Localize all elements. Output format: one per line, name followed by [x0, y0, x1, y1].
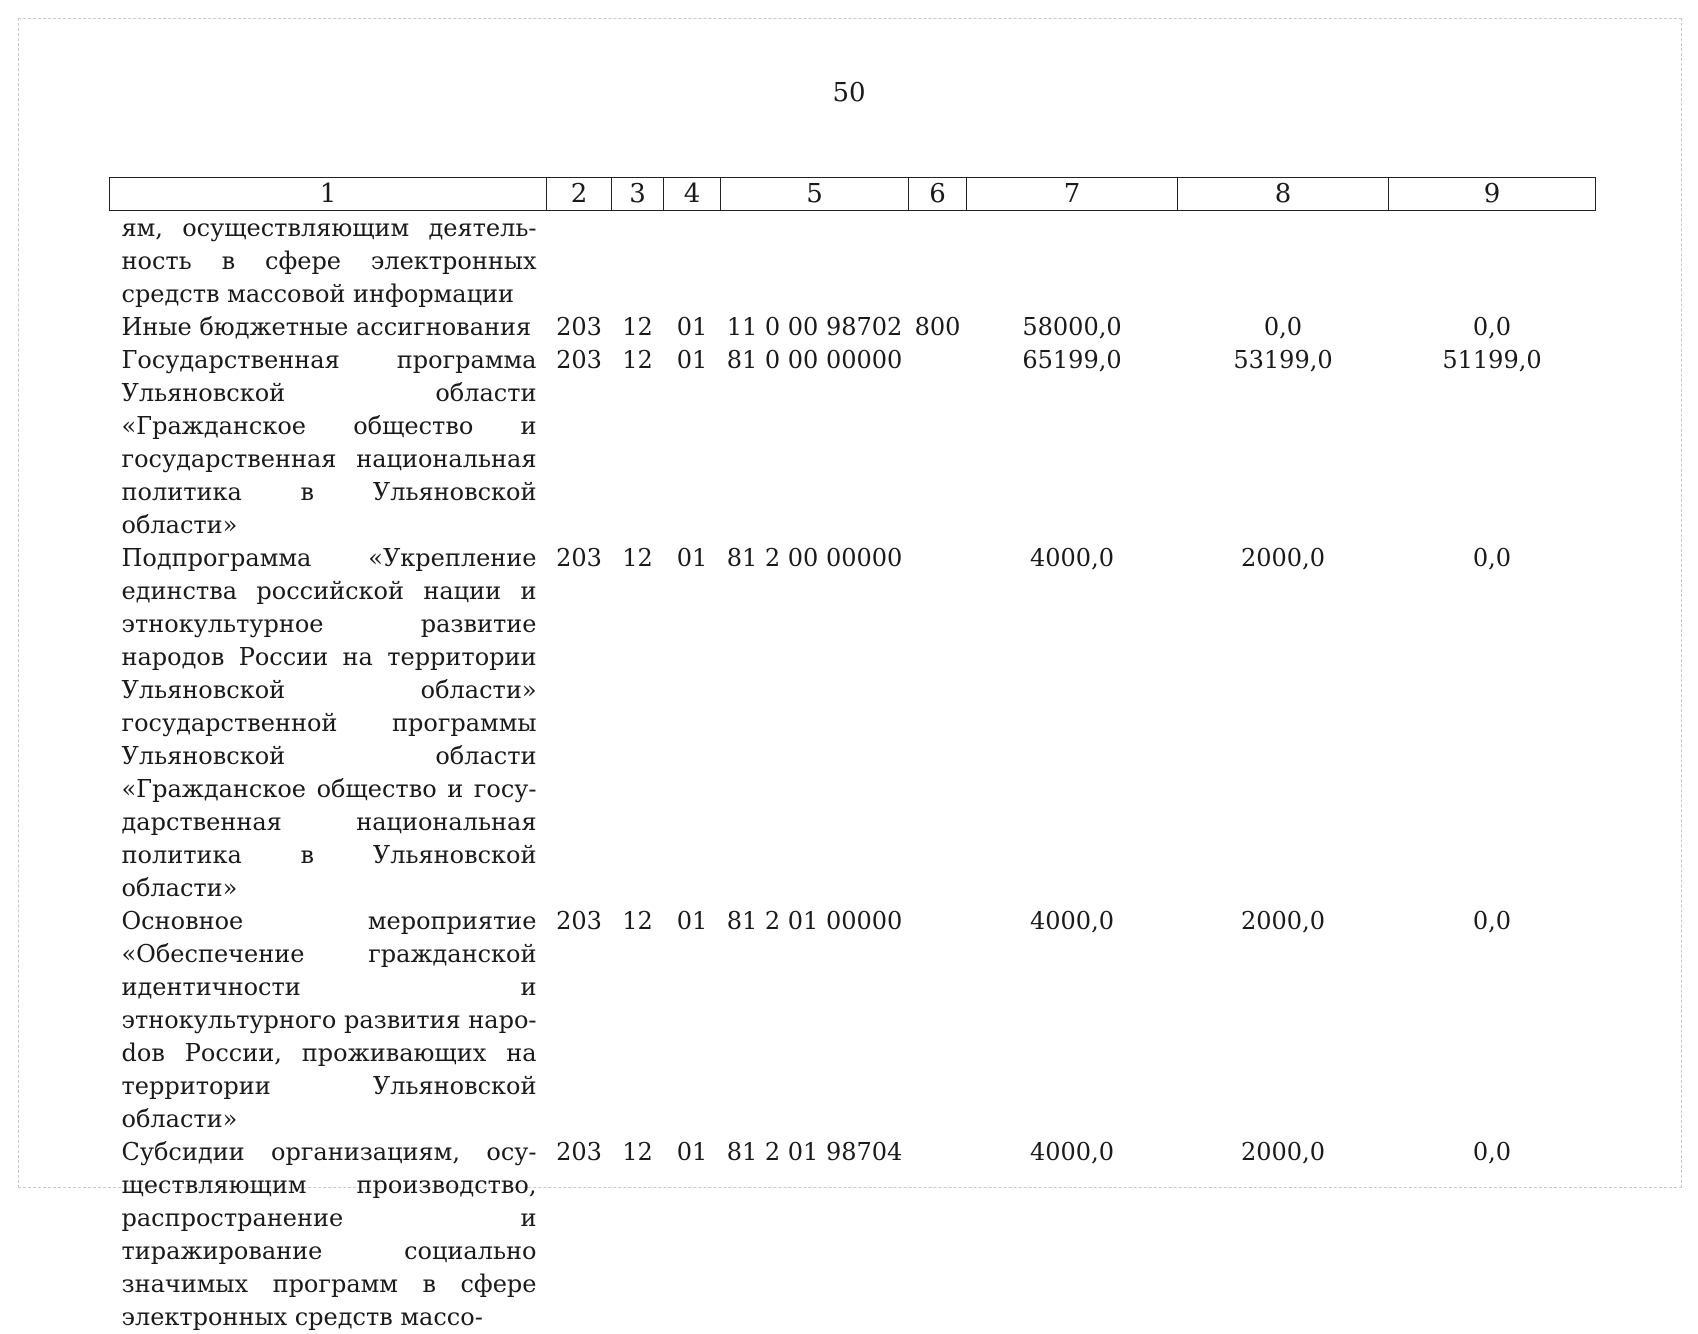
- col-header-8: 8: [1178, 178, 1389, 211]
- cell-col6: [909, 1136, 967, 1334]
- cell-col2: 203: [556, 1138, 602, 1166]
- col-header-3: 3: [612, 178, 664, 211]
- row-description: Иные бюджетные ассигнования: [121, 313, 532, 341]
- cell-col8: 0,0: [1263, 313, 1303, 341]
- cell-col9: 51199,0: [1442, 346, 1542, 374]
- cell-col8: 2000,0: [1241, 544, 1325, 572]
- cell-col9: 0,0: [1472, 1138, 1512, 1166]
- col-header-2: 2: [547, 178, 612, 211]
- cell-col8: [1178, 211, 1389, 312]
- cell-col2: [547, 211, 612, 312]
- cell-col4: 01: [676, 907, 708, 935]
- table-row: [110, 211, 1596, 312]
- cell-col5: 81 2 00 00000: [726, 544, 903, 572]
- table-row: [110, 344, 1596, 542]
- cell-col8: 2000,0: [1241, 907, 1325, 935]
- cell-col7: 65199,0: [1022, 346, 1122, 374]
- cell-col7: 4000,0: [1030, 544, 1114, 572]
- table-row: [110, 1136, 1596, 1334]
- cell-col8: 2000,0: [1241, 1138, 1325, 1166]
- page-number: 50: [832, 78, 866, 108]
- col-header-1: 1: [110, 178, 547, 211]
- cell-col9: [1389, 211, 1596, 312]
- cell-col3: 12: [622, 907, 653, 935]
- cell-col6: 800: [914, 313, 961, 341]
- cell-col3: 12: [622, 1138, 653, 1166]
- cell-col2: 203: [556, 544, 602, 572]
- cell-col3: 12: [622, 544, 653, 572]
- cell-col5: 81 0 00 00000: [726, 346, 903, 374]
- cell-col3: 12: [622, 346, 653, 374]
- cell-col9: 0,0: [1472, 544, 1512, 572]
- cell-col3: 12: [622, 313, 653, 341]
- table-header-row: [110, 178, 1596, 211]
- cell-col4: [664, 211, 721, 312]
- cell-col7: 4000,0: [1030, 907, 1114, 935]
- cell-col4: 01: [676, 544, 708, 572]
- col-header-9: 9: [1389, 178, 1596, 211]
- cell-col9: 0,0: [1472, 907, 1512, 935]
- cell-col5: [721, 211, 909, 312]
- budget-table-container: [109, 177, 1595, 1334]
- col-header-7: 7: [967, 178, 1178, 211]
- col-header-6: 6: [909, 178, 967, 211]
- cell-col2: 203: [556, 313, 602, 341]
- cell-col9: 0,0: [1472, 313, 1512, 341]
- table-row: [110, 905, 1596, 1136]
- cell-col6: [909, 344, 967, 542]
- row-description: Основное мероприятие «Обеспечение гражданской идентичности и этнокультурного развития нароdов России, проживающих на территории Ульяновской области»: [121, 907, 537, 1133]
- col-header-5: 5: [721, 178, 909, 211]
- cell-col5: 81 2 01 98704: [726, 1138, 903, 1166]
- cell-col5: 11 0 00 98702: [726, 313, 903, 341]
- row-description: Подпрограмма «Укрепление единства российской нации и этнокультурное развитие народов России на территории Ульяновской области» государственной программы Ульяновской области «Гражданское общество и государственная национальная политика в Ульяновской области»: [121, 544, 537, 902]
- cell-col4: 01: [676, 1138, 708, 1166]
- cell-col2: 203: [556, 346, 602, 374]
- row-description: ям, осуществляющим деятельность в сфере электронных средств массовой информации: [121, 214, 537, 308]
- cell-col4: 01: [676, 313, 708, 341]
- cell-col6: [909, 211, 967, 312]
- table-row: [110, 542, 1596, 905]
- cell-col7: 58000,0: [1022, 313, 1122, 341]
- cell-col8: 53199,0: [1233, 346, 1333, 374]
- cell-col6: [909, 905, 967, 1136]
- budget-table: [109, 177, 1596, 1334]
- col-header-4: 4: [664, 178, 721, 211]
- cell-col3: [612, 211, 664, 312]
- cell-col4: 01: [676, 346, 708, 374]
- cell-col5: 81 2 01 00000: [726, 907, 903, 935]
- row-description: Государственная программа Ульяновской области «Гражданское общество и государственная национальная политика в Ульяновской области»: [121, 346, 537, 539]
- cell-col7: [967, 211, 1178, 312]
- cell-col7: 4000,0: [1030, 1138, 1114, 1166]
- cell-col2: 203: [556, 907, 602, 935]
- row-description: Субсидии организациям, осуществляющим производство, распространение и тиражирование социально значимых программ в сфере электронных средств массо-: [121, 1138, 537, 1331]
- table-row: [110, 311, 1596, 344]
- cell-col6: [909, 542, 967, 905]
